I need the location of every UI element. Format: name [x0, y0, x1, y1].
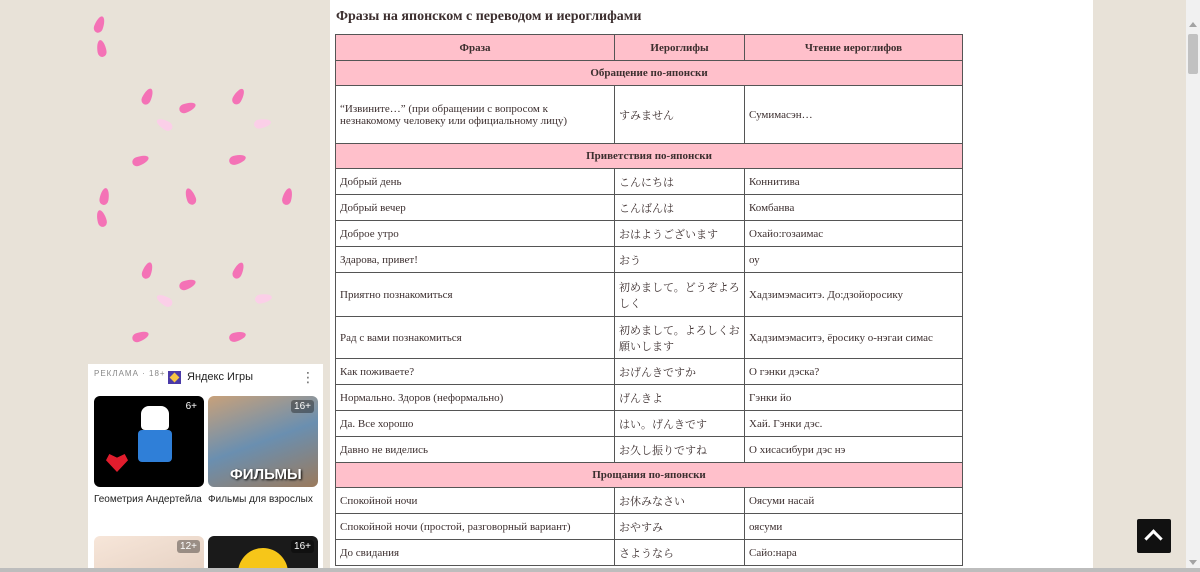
reading-cell: Оясуми насай	[745, 488, 963, 514]
kanji-cell: おう	[615, 247, 745, 273]
game-name: Фильмы для взрослых	[208, 494, 313, 505]
phrases-table	[335, 34, 963, 566]
reading-cell: оясуми	[745, 514, 963, 540]
table-row	[336, 247, 963, 273]
petal-decoration	[178, 100, 197, 114]
column-header-phrase: Фраза	[336, 35, 615, 61]
scroll-up-arrow-icon[interactable]	[1189, 22, 1197, 27]
reading-cell: О хисасибури дэс нэ	[745, 437, 963, 463]
kanji-cell: すみません	[615, 86, 745, 144]
table-row	[336, 221, 963, 247]
age-badge: 16+	[291, 400, 314, 413]
reading-cell: Хай. Гэнки дэс.	[745, 411, 963, 437]
phrase-cell: Приятно познакомиться	[336, 273, 615, 317]
reading-cell: Хадзимэмаситэ, ёросику о-нэгаи симас	[745, 317, 963, 359]
table-row	[336, 169, 963, 195]
section-header: Прощания по-японски	[336, 463, 963, 488]
age-badge: 6+	[183, 400, 200, 413]
reading-cell: Хадзимэмаситэ. До:дзойоросику	[745, 273, 963, 317]
petal-decoration	[228, 330, 247, 343]
kanji-cell: こんにちは	[615, 169, 745, 195]
more-options-icon[interactable]: ⋮	[301, 369, 315, 385]
scroll-down-arrow-icon[interactable]	[1189, 560, 1197, 565]
ad-block[interactable]	[88, 364, 323, 572]
table-row	[336, 317, 963, 359]
yandex-games-logo-icon	[168, 371, 181, 384]
game-thumbnail	[208, 396, 318, 487]
petal-decoration	[96, 39, 108, 57]
reading-cell: О гэнки дэска?	[745, 359, 963, 385]
thumbnail-overlay-text: ФИЛЬМЫ	[230, 466, 302, 483]
petal-decoration	[131, 329, 150, 343]
kanji-cell: 初めまして。よろしくお願いします	[615, 317, 745, 359]
ad-game-card[interactable]	[94, 536, 204, 572]
phrase-cell: Спокойной ночи	[336, 488, 615, 514]
ad-game-card[interactable]	[208, 396, 318, 506]
reading-cell: Коннитива	[745, 169, 963, 195]
petal-decoration	[253, 118, 271, 130]
game-thumbnail	[94, 536, 204, 572]
phrase-cell: До свидания	[336, 540, 615, 566]
heart-icon	[106, 454, 128, 472]
phrase-cell: Спокойной ночи (простой, разговорный вариант)	[336, 514, 615, 540]
game-thumbnail	[94, 396, 204, 487]
table-row	[336, 273, 963, 317]
kanji-cell: こんばんは	[615, 195, 745, 221]
vertical-scrollbar[interactable]	[1186, 0, 1200, 572]
game-thumbnail	[208, 536, 318, 572]
section-header: Приветствия по-японски	[336, 144, 963, 169]
table-row	[336, 437, 963, 463]
petal-decoration	[140, 87, 155, 106]
ad-brand: Яндекс Игры	[187, 371, 253, 383]
phrase-cell: Давно не виделись	[336, 437, 615, 463]
column-header-kanji: Иероглифы	[615, 35, 745, 61]
phrase-cell: Как поживаете?	[336, 359, 615, 385]
petal-decoration	[178, 277, 197, 291]
phrase-cell: Доброе утро	[336, 221, 615, 247]
petal-decoration	[155, 116, 174, 132]
phrase-cell: “Извините…” (при обращении с вопросом к незнакомому человеку или официальному лицу)	[336, 86, 615, 144]
ad-game-card[interactable]	[208, 536, 318, 572]
kanji-cell: お休みなさい	[615, 488, 745, 514]
column-header-reading: Чтение иероглифов	[745, 35, 963, 61]
petal-decoration	[281, 187, 294, 206]
reading-cell: Комбанва	[745, 195, 963, 221]
table-row	[336, 385, 963, 411]
petal-decoration	[95, 209, 108, 228]
scrollbar-thumb[interactable]	[1188, 34, 1198, 74]
reading-cell: оу	[745, 247, 963, 273]
petal-decoration	[183, 187, 197, 206]
ad-game-card[interactable]	[94, 396, 204, 506]
petal-decoration	[254, 293, 272, 305]
age-badge: 12+	[177, 540, 200, 553]
petal-decoration	[131, 153, 150, 167]
phrase-cell: Нормально. Здоров (неформально)	[336, 385, 615, 411]
phrase-cell: Добрый день	[336, 169, 615, 195]
phrase-cell: Здарова, привет!	[336, 247, 615, 273]
page-title: Фразы на японском с переводом и иероглифами	[336, 9, 642, 24]
table-row	[336, 359, 963, 385]
main-content	[330, 0, 1093, 572]
kanji-cell: 初めまして。どうぞよろしく	[615, 273, 745, 317]
table-row	[336, 540, 963, 566]
decorative-background-right	[1093, 0, 1200, 572]
table-row	[336, 86, 963, 144]
table-row	[336, 514, 963, 540]
petal-decoration	[230, 87, 246, 106]
table-row	[336, 195, 963, 221]
phrase-cell: Рад с вами познакомиться	[336, 317, 615, 359]
back-to-top-button[interactable]	[1137, 519, 1171, 553]
reading-cell: Сайо:нара	[745, 540, 963, 566]
kanji-cell: おげんきですか	[615, 359, 745, 385]
kanji-cell: おやすみ	[615, 514, 745, 540]
ad-label: РЕКЛАМА · 18+	[94, 369, 166, 378]
reading-cell: Охайо:гозаимас	[745, 221, 963, 247]
petal-decoration	[92, 15, 106, 34]
kanji-cell: さようなら	[615, 540, 745, 566]
kanji-cell: はい。げんきです	[615, 411, 745, 437]
table-row	[336, 488, 963, 514]
petal-decoration	[99, 187, 111, 205]
phrase-cell: Добрый вечер	[336, 195, 615, 221]
horizontal-scrollbar[interactable]	[0, 568, 1200, 572]
petal-decoration	[140, 261, 154, 280]
section-header: Обращение по-японски	[336, 61, 963, 86]
phrase-cell: Да. Все хорошо	[336, 411, 615, 437]
petal-decoration	[231, 261, 246, 280]
petal-decoration	[228, 153, 247, 166]
reading-cell: Сумимасэн…	[745, 86, 963, 144]
age-badge: 16+	[291, 540, 314, 553]
kanji-cell: おはようございます	[615, 221, 745, 247]
sans-body-shape	[138, 430, 172, 462]
table-row	[336, 411, 963, 437]
kanji-cell: お久し振りですね	[615, 437, 745, 463]
sans-character-icon	[141, 406, 169, 430]
game-name: Геометрия Андертейла	[94, 494, 202, 505]
kanji-cell: げんきよ	[615, 385, 745, 411]
reading-cell: Гэнки йо	[745, 385, 963, 411]
petal-decoration	[155, 292, 174, 308]
